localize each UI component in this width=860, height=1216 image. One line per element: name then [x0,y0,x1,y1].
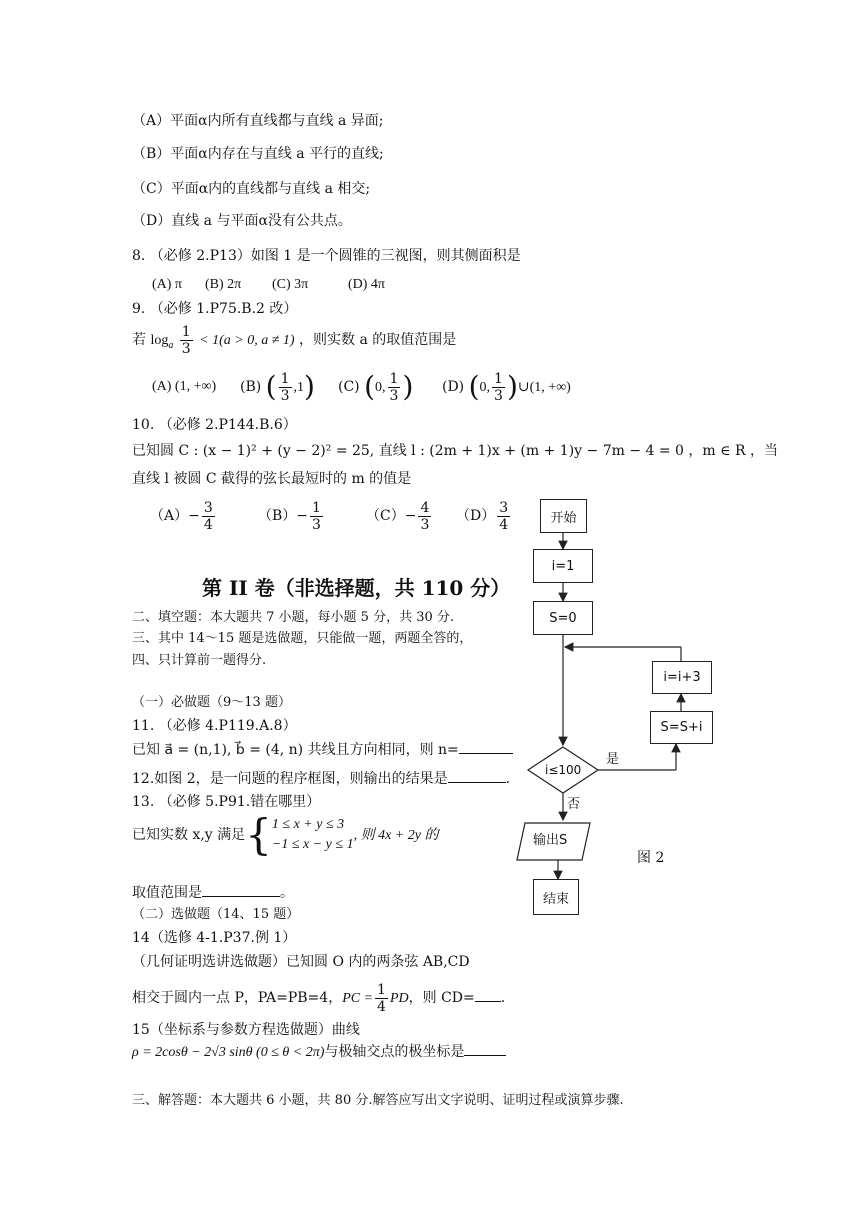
q14-head: 14（选修 4-1.P37.例 1） [132,930,297,946]
flow-yes-label: 是 [606,752,620,767]
q14-line-1: （几何证明选讲选做题）已知圆 O 内的两条弦 AB,CD [132,954,470,970]
q12-text: 12.如图 2，是一问题的程序框图，则输出的结果是 [132,771,448,787]
q7-option-d: （D）直线 a 与平面α没有公共点。 [132,213,352,229]
q13-pre: 已知实数 x,y 满足 [132,827,246,843]
q9-option-d-label: (D) [442,379,465,395]
q15-post: 与极轴交点的极坐标是 [324,1044,465,1060]
q8-head: 8. （必修 2.P13）如图 1 是一个圆锥的三视图，则其侧面积是 [132,248,521,264]
section-2-line-2: 三、其中 14～15 题是选做题，只能做一题，两题全答的， [132,631,473,646]
flow-update-s-box: S=S+i [650,711,713,744]
q7-option-c: （C）平面α内的直线都与直线 a 相交; [132,181,371,197]
q9-option-b: (B) ( $\frac{1}{3}$ ,1) [240,370,315,404]
q9-head: 9. （必修 1.P75.B.2 改） [132,301,298,317]
q10-option-a-label: （A） [150,508,189,524]
q10-option-b-label: （B） [258,508,297,524]
q14-frac-den: 4 [377,998,386,1015]
q10-head: 10. （必修 2.P144.B.6） [132,417,297,433]
q9-option-c: (C) (0, $\frac{1}{3}$ ) [338,370,414,404]
flow-condition-label: i≤100 [545,763,582,777]
flow-no-label: 否 [567,797,581,812]
q7-option-a: （A）平面α内所有直线都与直线 a 异面; [132,113,384,129]
q14-pd: PD [389,991,409,1006]
q13-ineq-1: 1 ≤ x + y ≤ 3 [271,817,345,832]
q10-option-b-den: 3 [312,516,321,533]
q11-head: 11. （必修 4.P119.A.8） [132,718,297,734]
flow-update-i-box: i=i+3 [652,661,712,694]
q9-option-c-den: 3 [389,387,399,404]
q13-brace: { [245,810,272,859]
q9-condition: < 1(a > 0, a ≠ 1) [199,333,295,348]
flow-start-box: 开始 [540,499,587,533]
q10-option-c-label: （C） [366,508,405,524]
q8-option-b: (B) 2π [205,277,242,292]
q9-frac-num: 1 [181,323,191,340]
q14-line-2-pre: 相交于圆内一点 P，PA=PB=4， [132,990,343,1006]
q8-option-d: (D) 4π [348,277,386,292]
q10-option-b-sign: − [296,508,309,524]
q10-line2: 直线 l 被圆 C 截得的弦长最短时的 m 的值是 [132,471,412,487]
section-2-line-3: 四、只计算前一题得分. [132,653,267,668]
q9-frac-den: 3 [181,340,191,357]
q15-head: 15（坐标系与参数方程选做题）曲线 [132,1022,360,1038]
flow-end-box: 结束 [533,879,579,915]
q10-option-d-den: 4 [499,516,509,533]
q9-option-b-num: 1 [280,370,290,387]
figure-2-caption: 图 2 [637,850,665,866]
flow-output-label: 输出S [533,833,568,848]
q9-option-c-label: (C) [338,379,360,395]
q13-ineq-2: −1 ≤ x − y ≤ 1 [271,837,354,852]
q9-option-c-num: 1 [389,370,399,387]
q13-post: , 则 4x + 2y 的 [353,828,439,843]
q7-option-b: （B）平面α内存在与直线 a 平行的直线; [132,146,384,162]
q14-line-2: 相交于圆内一点 P，PA=PB=4，PC = $\frac{1}{4}$ PD，则 CD= . [132,981,506,1015]
optional-head: （二）选做题（14、15 题） [132,907,300,922]
q9-option-d-den: 3 [494,387,503,404]
q10-option-a-den: 4 [203,516,213,533]
q10-option-a-sign: − [188,508,200,524]
q14-pc: PC = [342,991,374,1006]
section-2-line-1: 二、填空题：本大题共 7 小题，每小题 5 分，共 30 分. [132,610,455,625]
q9-option-d-num: 1 [494,370,503,387]
q10-option-a-num: 3 [203,499,213,516]
q10-option-b-num: 1 [312,499,321,516]
q11-text: 已知 a⃗ = (n,1), b⃗ = (4, n) 共线且方向相同，则 n= [132,742,459,758]
q12: 12.如图 2，是一问题的程序框图，则输出的结果是 . [132,771,511,787]
q10-line1: 已知圆 C : (x − 1)² + (y − 2)² = 25, 直线 l : (2m + 1)x + (m + 1)y − 7m − 4 = 0 ，m ∈ R ，当 [132,443,778,459]
q13-head: 13. （必修 5.P91.错在哪里） [132,794,321,810]
q9-log-base: a [168,339,174,351]
q9-option-b-den: 3 [280,387,290,404]
q8-option-a: (A) π [152,277,183,292]
section-3-heading: 三、解答题：本大题共 6 小题，共 80 分.解答应写出文字说明、证明过程或演算步骤. [132,1093,624,1108]
q15-equation: ρ = 2cosθ − 2√3 sinθ (0 ≤ θ < 2π) [132,1045,325,1060]
q13-tail-text: 取值范围是 [132,885,202,901]
q10-option-d-num: 3 [499,499,509,516]
q14-frac-num: 1 [377,981,386,998]
q9-option-a: (A) (1, +∞) [152,379,217,394]
q10-option-c-num: 4 [420,499,430,516]
q10-option-c-den: 3 [420,516,430,533]
q8-option-c: (C) 3π [272,277,309,292]
q9-option-d: (D) (0, $\frac{1}{3}$ )∪(1, +∞) [442,370,571,404]
q9-stem-post: ，则实数 a 的取值范围是 [299,332,457,348]
q9-option-b-label: (B) [240,379,262,395]
q9-stem-pre: 若 [132,332,146,348]
must-do-head: （一）必做题（9～13 题） [132,695,291,710]
q13-tail: 取值范围是 。 [132,885,294,901]
q10-option-c-sign: − [404,508,417,524]
flow-init-s-box: S=0 [533,601,593,635]
q9-log: log [150,333,169,348]
q14-line-2-post: ，则 CD= [408,990,475,1006]
q10-option-d-label: （D） [456,508,496,524]
section-2-title: 第 II 卷（非选择题，共 110 分） [202,576,511,600]
flow-init-i-box: i=1 [533,549,593,583]
